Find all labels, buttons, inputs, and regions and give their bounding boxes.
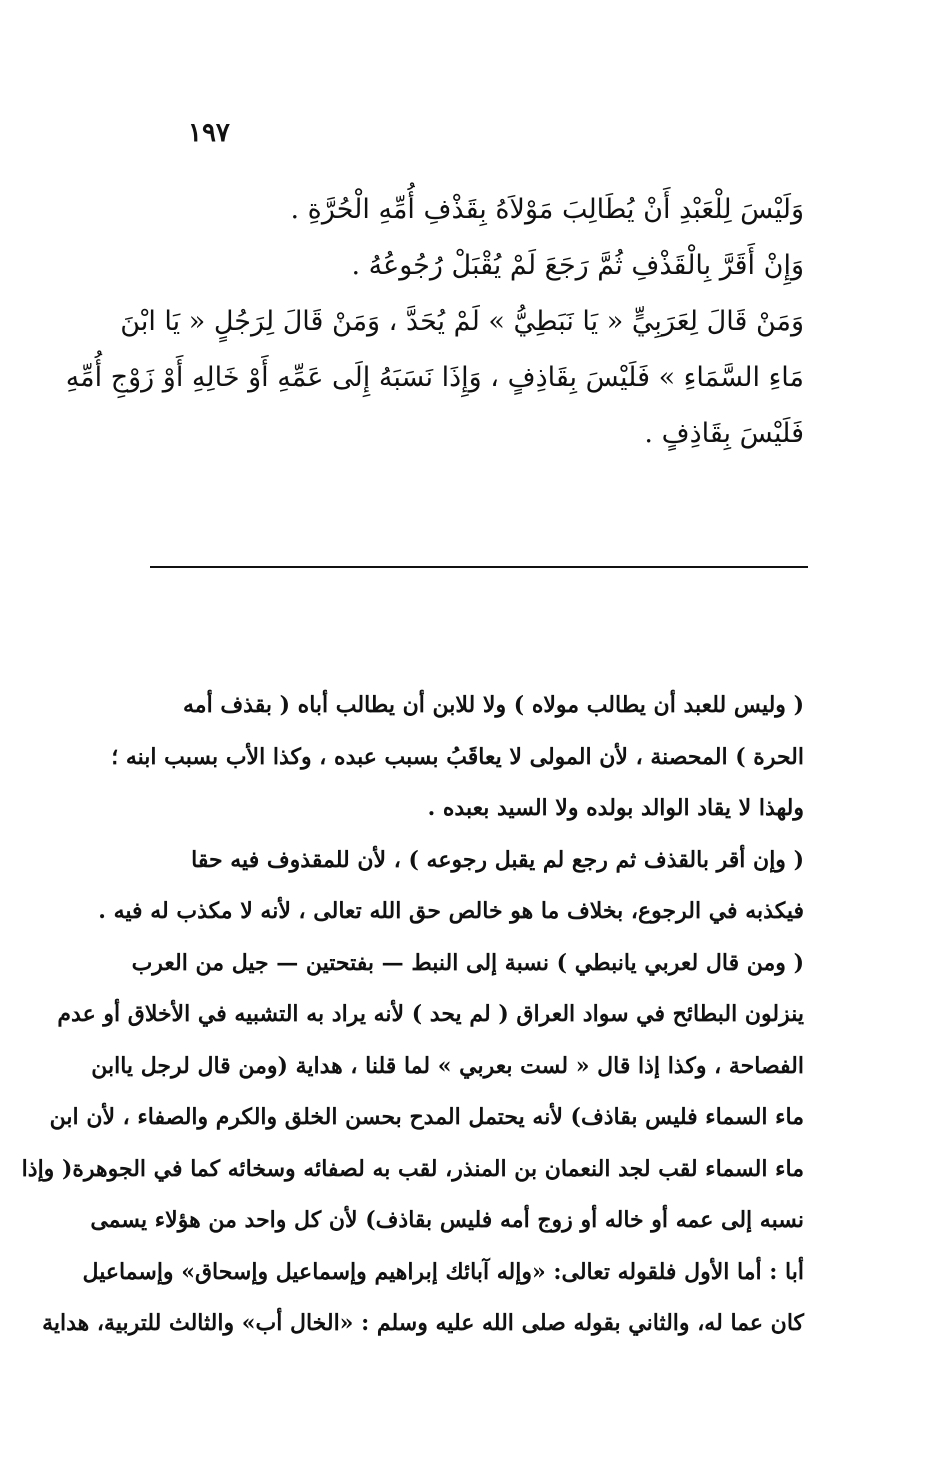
matn-paragraph bbox=[152, 182, 804, 238]
commentary-line: أبا : أما الأول فلقوله تعالى: «وإله آبائك إبراهيم وإسماعيل وإسحاق» وإسماعيل bbox=[82, 1258, 804, 1285]
matn-line: وَلَيْسَ لِلْعَبْدِ أَنْ يُطَالِبَ مَوْلاَهُ بِقَذْفِ أُمِّهِ الْحُرَّةِ . bbox=[290, 194, 804, 225]
matn-line: وَمَنْ قَالَ لِعَرَبِيٍّ « يَا نَبَطِيُّ » لَمْ يُحَدَّ ، وَمَنْ قَالَ لِرَجُلٍ « يَا ابْنَ bbox=[120, 306, 804, 337]
commentary-line: الفصاحة ، وكذا إذا قال « لست بعربي » لما قلنا ، هداية (ومن قال لرجل ياابن bbox=[91, 1052, 804, 1079]
matn-line: وَإِنْ أَقَرَّ بِالْقَذْفِ ثُمَّ رَجَعَ لَمْ يُقْبَلْ رُجُوعُهُ . bbox=[351, 250, 804, 281]
matn-paragraph bbox=[152, 238, 804, 294]
commentary-line: ماء السماء فليس بقاذف) لأنه يحتمل المدح بحسن الخلق والكرم والصفاء ، لأن ابن bbox=[49, 1104, 804, 1130]
commentary-text bbox=[21, 680, 804, 1350]
matn-line: فَلَيْسَ بِقَاذِفٍ . bbox=[644, 418, 804, 449]
commentary-line: الحرة ) المحصنة ، لأن المولى لا يعاقَبُ بسبب عبده ، وكذا الأب بسبب ابنه ؛ bbox=[111, 743, 804, 770]
matn-line: مَاءِ السَّمَاءِ » فَلَيْسَ بِقَاذِفٍ ، وَإِذَا نَسَبَهُ إِلَى عَمِّهِ أَوْ خَالِهِ أَوْ زَوْجِ أُمِّهِ bbox=[65, 362, 804, 393]
commentary-line: ( وليس للعبد أن يطالب مولاه ) ولا للابن أن يطالب أباه ( بقذف أمه bbox=[182, 692, 804, 718]
commentary-line: ماء السماء لقب لجد النعمان بن المنذر، لقب به لصفائه وسخائه كما في الجوهرة( وإذا bbox=[21, 1155, 804, 1182]
matn-paragraph bbox=[65, 294, 804, 462]
commentary-line: ينزلون البطائح في سواد العراق ( لم يحد ) لأنه يراد به التشبيه في الأخلاق أو عدم bbox=[57, 1001, 804, 1027]
page-number: ١٩٧ bbox=[188, 118, 230, 148]
commentary-line: فيكذبه في الرجوع، بخلاف ما هو خالص حق الله تعالى ، لأنه لا مكذب له فيه . bbox=[98, 898, 804, 924]
matn-text bbox=[65, 182, 804, 462]
commentary-paragraph bbox=[21, 938, 804, 1350]
commentary-line: ولهذا لا يقاد الوالد بولده ولا السيد بعبده . bbox=[427, 795, 804, 821]
commentary-line: ( ومن قال لعربي يانبطي ) نسبة إلى النبط — بفتحتين — جيل من العرب bbox=[131, 949, 804, 976]
divider-line bbox=[150, 566, 808, 568]
commentary-line: كان عما له، والثاني بقوله صلى الله عليه وسلم : «الخال أب» والثالث للتربية، هداية bbox=[42, 1310, 804, 1336]
commentary-paragraph bbox=[111, 680, 804, 835]
commentary-line: ( وإن أقر بالقذف ثم رجع لم يقبل رجوعه ) ، لأن للمقذوف فيه حقا bbox=[191, 846, 804, 873]
commentary-paragraph bbox=[98, 835, 804, 938]
commentary-line: نسبه إلى عمه أو خاله أو زوج أمه فليس بقاذف) لأن كل واحد من هؤلاء يسمى bbox=[90, 1207, 804, 1233]
